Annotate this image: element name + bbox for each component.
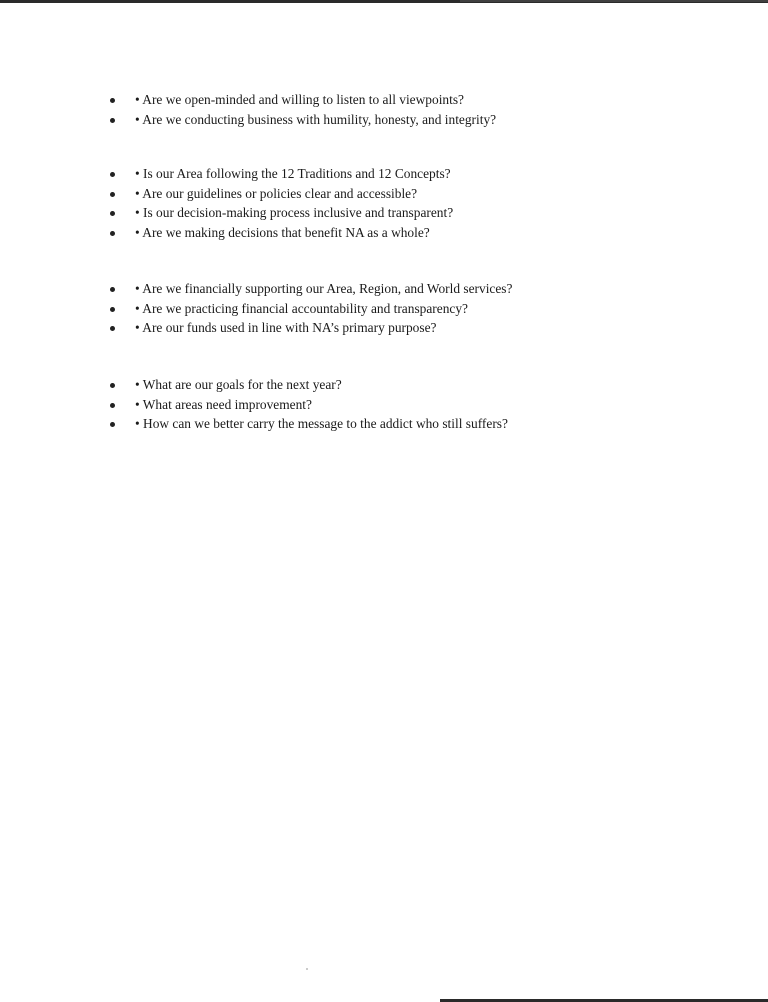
bullet-icon [110, 172, 115, 177]
list-item [110, 375, 580, 395]
scan-top-edge-fade [460, 0, 768, 2]
bullet-icon [110, 287, 115, 292]
list-item-text: • Are we practicing financial accountability and transparency? [135, 300, 468, 316]
list-item-text: • Are we financially supporting our Area, Region, and World services? [135, 281, 513, 296]
list-item-text: • What are our goals for the next year? [135, 377, 342, 392]
bullet-icon [110, 326, 115, 331]
bullet-icon [110, 192, 115, 197]
list-item-text: • Is our Area following the 12 Traditions and 12 Concepts? [135, 166, 451, 181]
bullet-icon [110, 403, 115, 408]
list-item [110, 223, 580, 243]
list-item-text: • Are we conducting business with humility, honesty, and integrity? [135, 111, 497, 127]
list-item-text: • Are we making decisions that benefit NA as a whole? [135, 224, 430, 240]
list-item-text: • Is our decision-making process inclusive and transparent? [135, 205, 454, 220]
list-item [110, 90, 580, 110]
list-item-text: • What areas need improvement? [135, 396, 312, 412]
list-item-text: • Are our guidelines or policies clear and accessible? [135, 185, 418, 201]
bullet-icon [110, 307, 115, 312]
list-item [110, 203, 580, 223]
list-item-text: • Are our funds used in line with NA’s primary purpose? [135, 320, 437, 335]
bullet-icon [110, 231, 115, 236]
bullet-icon [110, 211, 115, 216]
section-1-list [110, 90, 580, 129]
section-3-list [110, 279, 580, 338]
list-item [110, 299, 580, 319]
bullet-icon [110, 98, 115, 103]
scan-speck [306, 968, 308, 970]
list-item [110, 184, 580, 204]
list-item [110, 164, 580, 184]
list-item [110, 318, 580, 338]
list-item [110, 414, 580, 434]
section-4-list [110, 375, 580, 434]
list-item [110, 110, 580, 130]
list-item [110, 395, 580, 415]
bullet-icon [110, 422, 115, 427]
list-item-text: • Are we open-minded and willing to listen to all viewpoints? [135, 92, 464, 107]
list-item-text: • How can we better carry the message to the addict who still suffers? [135, 416, 508, 431]
bullet-icon [110, 383, 115, 388]
section-2-list [110, 164, 580, 242]
bullet-icon [110, 118, 115, 123]
list-item [110, 279, 580, 299]
